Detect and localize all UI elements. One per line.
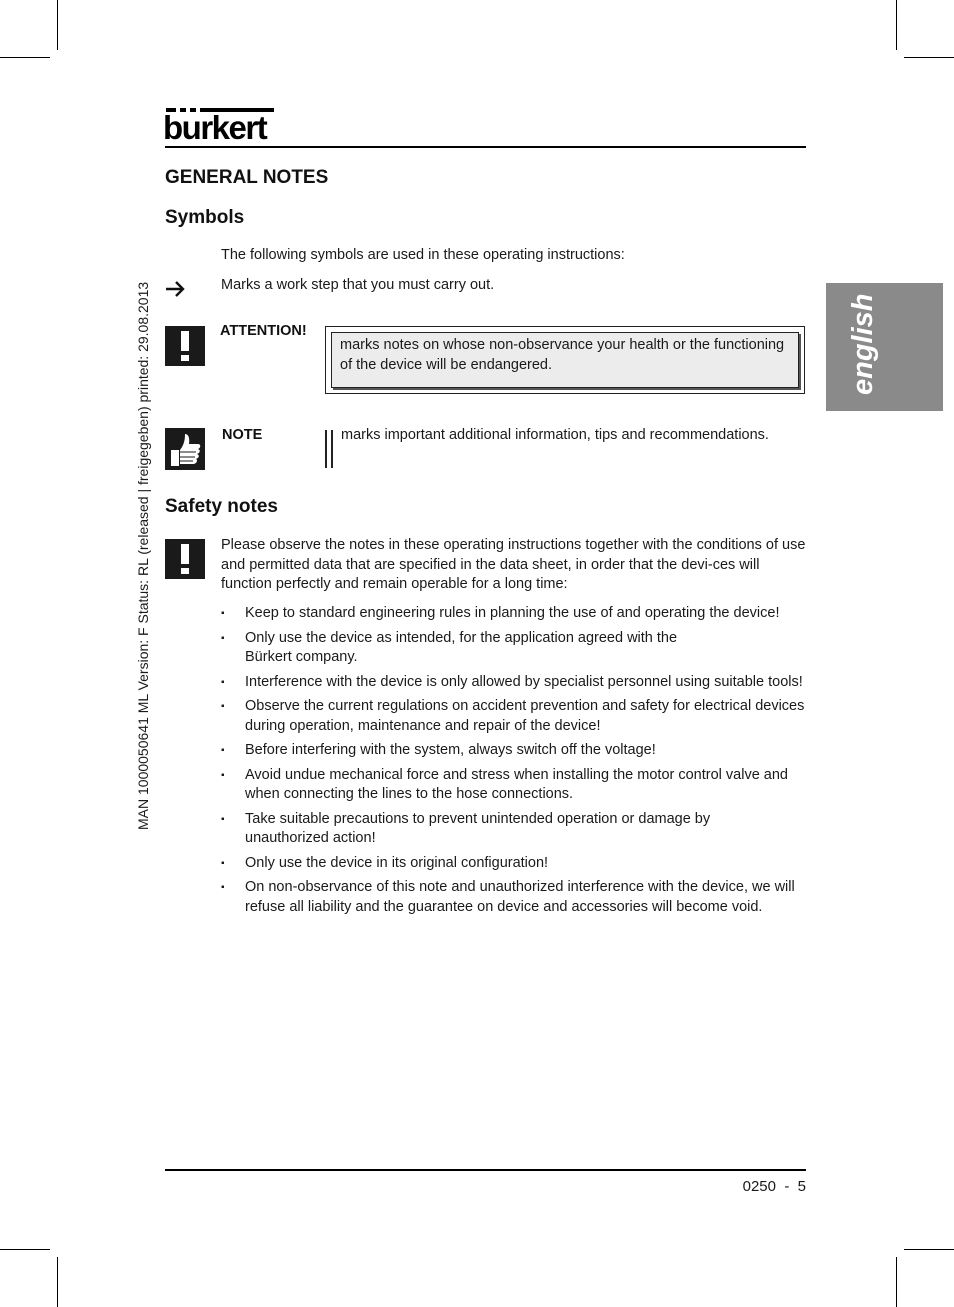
crop-mark: [0, 57, 50, 58]
crop-mark: [904, 1249, 954, 1250]
list-item: ▪ Only use the device as intended, for the application agreed with the Bürkert company.: [221, 629, 806, 668]
crop-mark: [904, 57, 954, 58]
crop-mark: [57, 1257, 58, 1307]
list-item: ▪ Only use the device in its original configuration!: [221, 854, 806, 874]
exclamation-warning-icon: [165, 326, 205, 366]
note-text: marks important additional information, tips and recommendations.: [341, 427, 769, 443]
attention-label: ATTENTION!: [220, 323, 307, 339]
list-item: ▪ Take suitable precautions to prevent unintended operation or damage by unauthorized action!: [221, 810, 806, 849]
footer-rule: [165, 1169, 806, 1171]
arrow-right-icon: [165, 278, 187, 298]
crop-mark: [57, 0, 58, 50]
note-marker: [325, 430, 327, 468]
safety-intro: Please observe the notes in these operating instructions together with the conditions of use and permitted data that are specified in the data sheet, in order that the devi-ces will function perfectly and remain operable for a long time:: [221, 537, 806, 592]
list-item: ▪ On non-observance of this note and unauthorized interference with the device, we will refuse all liability and the guarantee on device and accessories will become void.: [221, 878, 806, 917]
list-item: ▪ Interference with the device is only allowed by specialist personnel using suitable tools!: [221, 673, 806, 693]
list-item: ▪ Keep to standard engineering rules in planning the use of and operating the device!: [221, 604, 806, 624]
header-rule: [165, 146, 806, 148]
page-title: GENERAL NOTES: [165, 167, 329, 188]
safety-heading: Safety notes: [165, 496, 278, 517]
document-status-text: MAN 1000050641 ML Version: F Status: RL (released | freigegeben) printed: 29.08.2013: [135, 281, 151, 830]
thumbs-up-hand-icon: [165, 428, 205, 470]
arrow-description: Marks a work step that you must carry out.: [221, 277, 495, 293]
list-item: ▪ Observe the current regulations on accident prevention and safety for electrical devices during operation, maintenance and repair of the device!: [221, 697, 806, 736]
note-label: NOTE: [222, 427, 263, 443]
crop-mark: [0, 1249, 50, 1250]
exclamation-warning-icon: [165, 539, 205, 579]
symbols-heading: Symbols: [165, 207, 245, 228]
attention-text: marks notes on whose non-observance your health or the functioning of the device will be endangered.: [340, 337, 785, 373]
list-item: ▪ Before interfering with the system, always switch off the voltage!: [221, 741, 806, 761]
attention-box: [325, 326, 805, 394]
burkert-logo: burkert: [163, 109, 267, 146]
list-item: ▪ Avoid undue mechanical force and stress when installing the motor control valve and when connecting the lines to the hose connections.: [221, 766, 806, 805]
crop-mark: [896, 1257, 897, 1307]
crop-mark: [896, 0, 897, 50]
safety-list: [221, 604, 806, 922]
language-tab-label: english: [847, 293, 879, 395]
symbols-intro: The following symbols are used in these operating instructions:: [221, 247, 625, 263]
note-marker: [331, 430, 333, 468]
page-number: 0250 - 5: [742, 1178, 806, 1195]
language-tab: [826, 283, 943, 411]
